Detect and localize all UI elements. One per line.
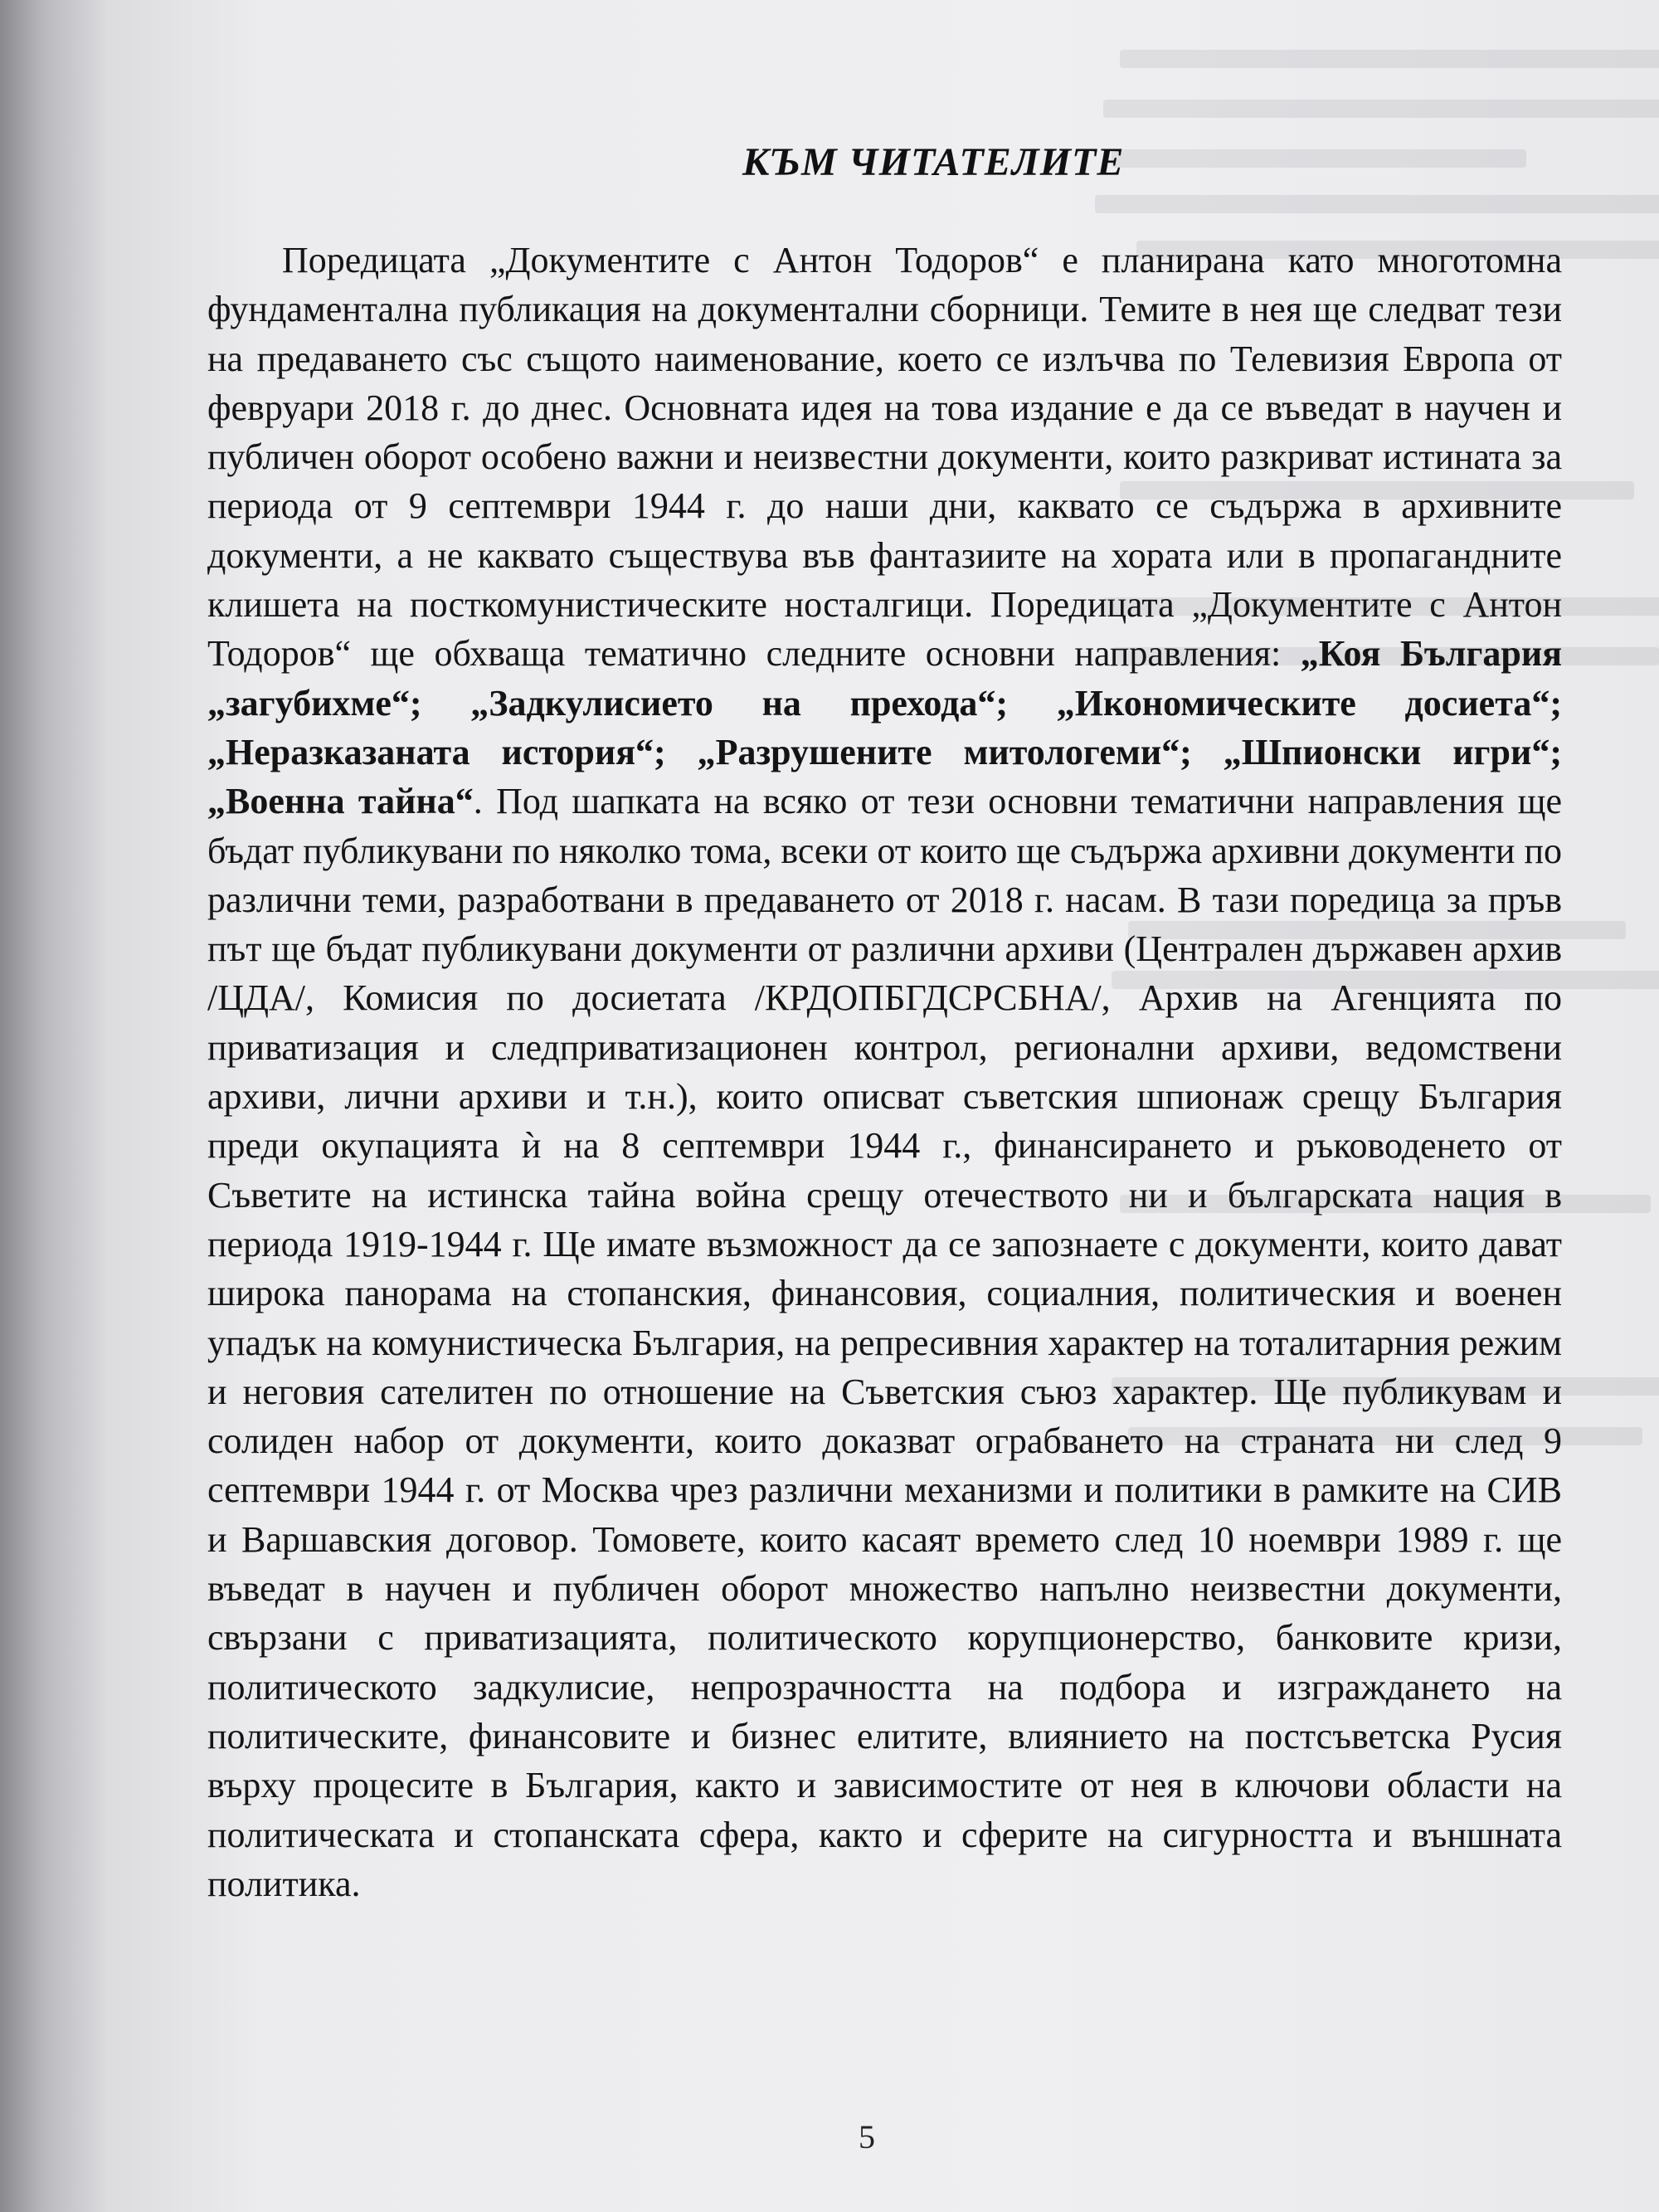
page-gutter-shadow xyxy=(0,0,108,2212)
paragraph-text-part-2: . Под шапката на всяко от тези основни тематични направления ще бъдат публикувани по няколко тома, всеки от които ще съдържа архивни документи по различни теми, разработвани в предаването от 2018 г. насам. В тази поредица за пръв път ще бъдат публикувани документи от различни архиви (Централен държавен архив /ЦДА/, Комисия по досиетата /КРДОПБГДСРСБНА/, Архив на Агенцията по приватизация и следприватизационен контрол, регионални архиви, ведомствени архиви, лични архиви и т.н.), които описват съветския шпионаж срещу България преди окупацията ѝ на 8 септември 1944 г., финансирането и ръководенето от Съветите на истинска тайна война срещу отечеството ни и българската нация в периода 1919-1944 г. Ще имате възможност да се запознаете с документи, които дават широка панорама на стопанския, финансовия, социалния, политическия и военен упадък на комунистическа България, на репресивния характер на тоталитарния режим и неговия сателитен по отношение на Съветския съюз характер. Ще публикувам и солиден набор от документи, които доказват ограбването на страната ни след 9 септември 1944 г. от Москва чрез различни механизми и политики в рамките на СИВ и Варшавския договор. Томовете, които касаят времето след 10 ноември 1989 г. ще въведат в научен и публичен оборот множество напълно неизвестни документи, свързани с приватизацията, политическото корупционерство, банковите кризи, политическото задкулисие, непрозрачността на подбора и изграждането на политическите, финансовите и бизнес елитите, влиянието на постсъветска Русия върху процесите в България, както и зависимостите от нея в ключови области на политическата и стопанската сфера, както и сферите на сигурността и външната политика. xyxy=(207,781,1562,1904)
page-title: КЪМ ЧИТАТЕЛИТЕ xyxy=(742,140,1125,184)
thematic-directions: „Коя България „загубихме“; „Задкулисието на прехода“; „Икономическите досиета“; „Неразказаната история“; „Разрушените митологеми“; „Шпионски игри“; „Военна тайна“ xyxy=(207,633,1562,822)
page-number: 5 xyxy=(859,2118,875,2156)
body-paragraph xyxy=(207,236,1562,1908)
paragraph-text-part-1: Поредицата „Документите с Антон Тодоров“ е планирана като многотомна фундаментална публикация на документални сборници. Темите в нея ще следват тези на предаването със същото наименование, което се излъчва по Телевизия Европа от февруари 2018 г. до днес. Основната идея на това издание е да се въведат в научен и публичен оборот особено важни и неизвестни документи, които разкриват истината за периода от 9 септември 1944 г. до наши дни, каквато се съдържа в архивните документи, а не каквато съществува във фантазиите на хората или в пропагандните клишета на посткомунистическите носталгици. Поредицата „Документите с Антон Тодоров“ ще обхваща тематично следните основни направления: xyxy=(207,240,1562,675)
